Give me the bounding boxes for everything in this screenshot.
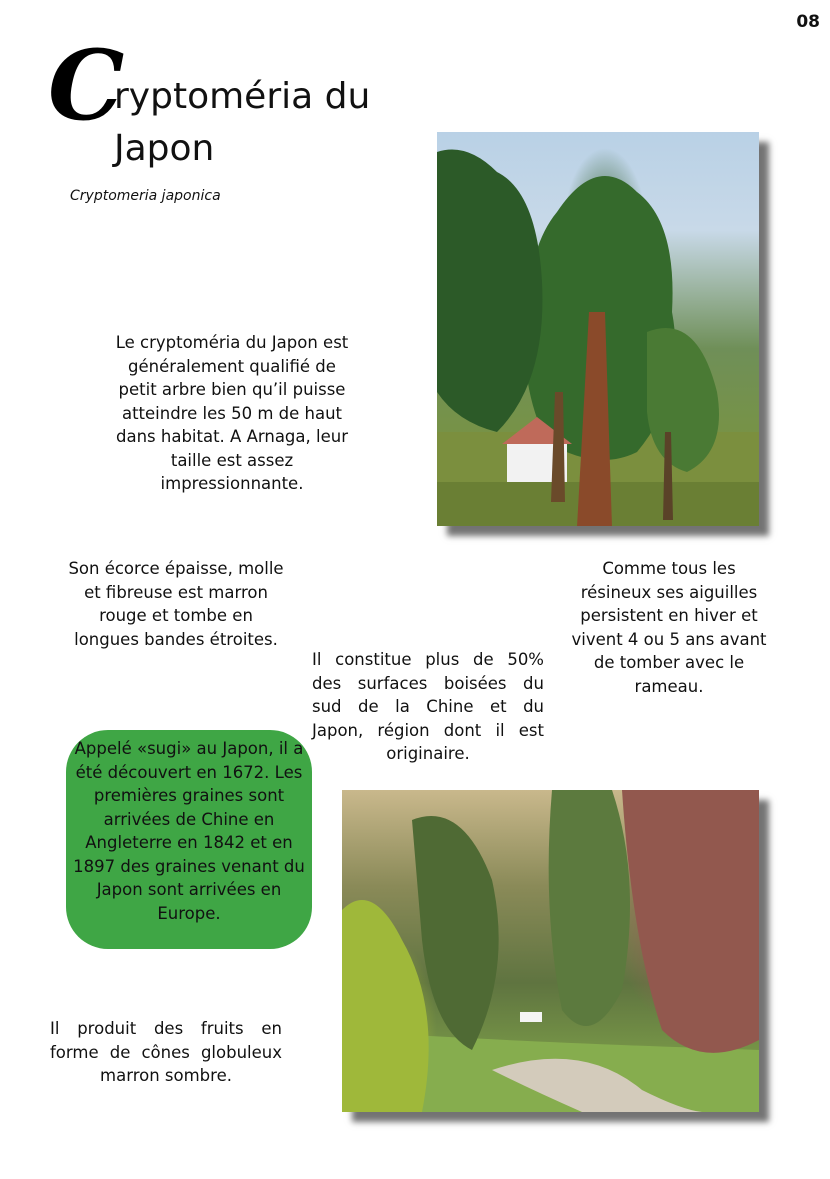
forests-paragraph: Il constitue plus de 50% des surfaces boisées du sud de la Chine et du Japon, région dont il est originaire. bbox=[312, 650, 544, 763]
tree-photo bbox=[437, 132, 759, 526]
latin-name: Cryptomeria japonica bbox=[70, 188, 221, 204]
title-drop-cap: C bbox=[48, 29, 125, 142]
fruits-paragraph: Il produit des fruits en forme de cônes globuleux marron sombre. bbox=[50, 1019, 282, 1085]
sugi-paragraph: Appelé «sugi» au Japon, il a été découvert en 1672. Les premières graines sont arrivées de Chine en Angleterre en 1842 et en 1897 des graines venant du Japon sont arrivées en Europe. bbox=[73, 739, 305, 923]
title-line-1: ryptoméria du bbox=[114, 76, 371, 117]
sugi-callout bbox=[66, 730, 312, 949]
garden-photo bbox=[342, 790, 759, 1112]
tree-illustration bbox=[437, 132, 759, 526]
page-number: 08 bbox=[796, 12, 820, 32]
needles-paragraph: Comme tous les résineux ses aiguilles persistent en hiver et vivent 4 ou 5 ans avant de tomber avec le rameau. bbox=[571, 559, 767, 696]
title-line-2: Japon bbox=[114, 128, 215, 169]
intro-paragraph: Le cryptoméria du Japon est généralement qualifié de petit arbre bien qu’il puisse atteindre les 50 m de haut dans habitat. A Arnaga, leur taille est assez impressionnante. bbox=[115, 333, 349, 493]
bark-paragraph: Son écorce épaisse, molle et fibreuse est marron rouge et tombe en longues bandes étroites. bbox=[68, 559, 284, 649]
page-title bbox=[48, 29, 428, 176]
garden-illustration bbox=[342, 790, 759, 1112]
